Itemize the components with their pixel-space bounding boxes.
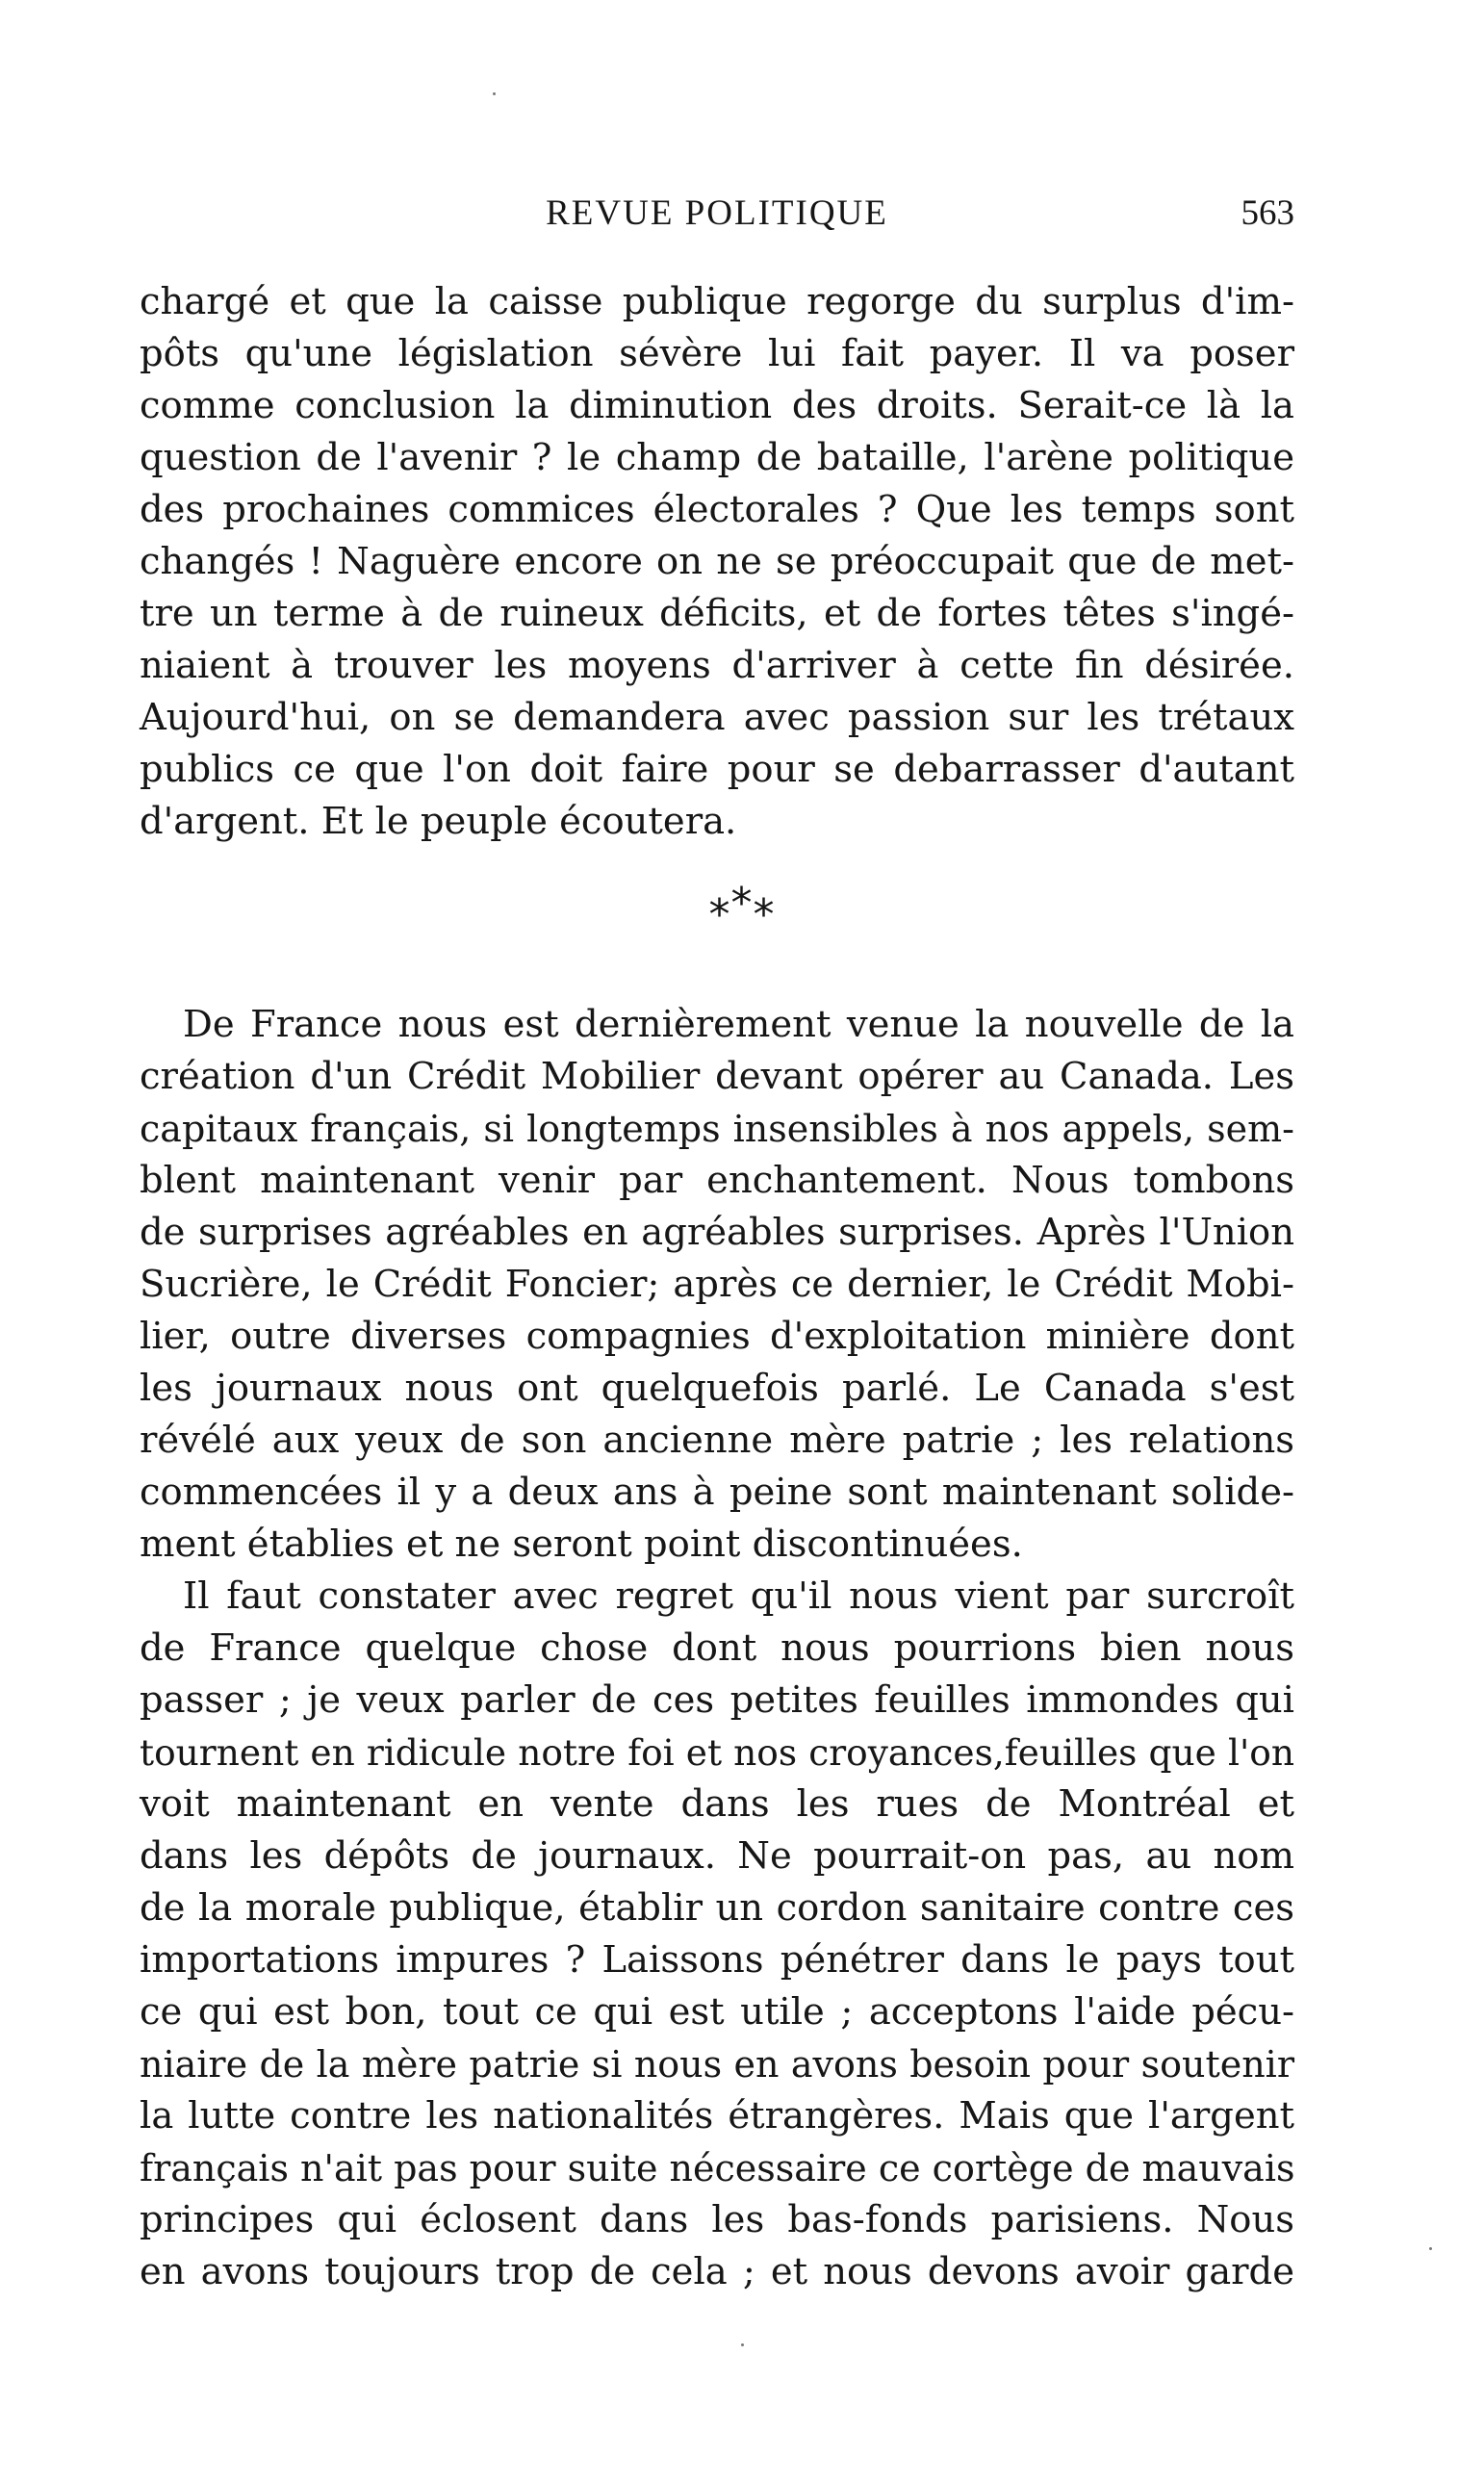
text-line: dans les dépôts de journaux. Ne pourrait-on pas, au nom	[140, 1834, 1294, 1878]
text-line: ce qui est bon, tout ce qui est utile ; acceptons l'aide pécu-	[140, 1990, 1294, 2034]
scan-speck	[493, 92, 496, 95]
text-line: lier, outre diverses compagnies d'exploitation minière dont	[140, 1315, 1294, 1358]
text-line: révélé aux yeux de son ancienne mère patrie ; les relations	[140, 1419, 1294, 1462]
section-separator	[0, 879, 1484, 939]
text-line: des prochaines commices électorales ? Que les temps sont	[140, 488, 1294, 531]
text-line: ment établies et ne seront point discontinuées.	[140, 1523, 1023, 1566]
text-line: de surprises agréables en agréables surprises. Après l'Union	[140, 1211, 1294, 1254]
text-line: les journaux nous ont quelquefois parlé. Le Canada s'est	[140, 1367, 1294, 1410]
text-line: blent maintenant venir par enchantement. Nous tombons	[140, 1159, 1294, 1202]
text-line: niaient à trouver les moyens d'arriver à cette fin désirée.	[140, 644, 1294, 687]
text-line: de la morale publique, établir un cordon sanitaire contre ces	[140, 1886, 1294, 1930]
text-line: Il faut constater avec regret qu'il nous vient par surcroît	[183, 1574, 1294, 1618]
separator-asterisk: *	[730, 879, 754, 928]
text-line: niaire de la mère patrie si nous en avons besoin pour soutenir	[140, 2043, 1294, 2086]
text-line: voit maintenant en vente dans les rues de Montréal et	[140, 1782, 1294, 1826]
separator-asterisk: *	[708, 890, 731, 939]
text-line: chargé et que la caisse publique regorge du surplus d'im-	[140, 280, 1294, 323]
running-title: REVUE POLITIQUE	[546, 193, 888, 233]
scan-speck	[1429, 2247, 1432, 2250]
text-line: publics ce que l'on doit faire pour se debarrasser d'autant	[140, 748, 1294, 791]
text-line: création d'un Crédit Mobilier devant opérer au Canada. Les	[140, 1055, 1294, 1098]
scan-speck	[741, 2343, 744, 2346]
text-line: français n'ait pas pour suite nécessaire ce cortège de mauvais	[140, 2147, 1295, 2189]
text-line: De France nous est dernièrement venue la nouvelle de la	[183, 1003, 1294, 1046]
text-line: commencées il y a deux ans à peine sont maintenant solide-	[140, 1471, 1294, 1514]
text-line: comme conclusion la diminution des droits. Serait-ce là la	[140, 384, 1294, 427]
separator-asterisk: *	[753, 890, 776, 939]
text-line: de France quelque chose dont nous pourrions bien nous	[140, 1626, 1294, 1670]
text-line: tournent en ridicule notre foi et nos croyances,feuilles que l'on	[140, 1731, 1294, 1774]
text-line: tre un terme à de ruineux déficits, et de fortes têtes s'ingé-	[140, 592, 1294, 635]
text-line: en avons toujours trop de cela ; et nous devons avoir garde	[140, 2250, 1294, 2293]
running-head	[140, 192, 1294, 241]
text-line: capitaux français, si longtemps insensibles à nos appels, sem-	[140, 1108, 1294, 1150]
text-line: importations impures ? Laissons pénétrer dans le pays tout	[140, 1938, 1294, 1982]
text-line: passer ; je veux parler de ces petites feuilles immondes qui	[140, 1678, 1294, 1722]
text-line: principes qui éclosent dans les bas-fonds parisiens. Nous	[140, 2198, 1294, 2241]
text-line: Sucrière, le Crédit Foncier; après ce dernier, le Crédit Mobi-	[140, 1263, 1294, 1306]
text-line: la lutte contre les nationalités étrangères. Mais que l'argent	[140, 2094, 1294, 2137]
text-line: question de l'avenir ? le champ de bataille, l'arène politique	[140, 436, 1294, 479]
text-line: Aujourd'hui, on se demandera avec passion sur les trétaux	[140, 696, 1294, 739]
page-number: 563	[1241, 193, 1294, 233]
text-line: changés ! Naguère encore on ne se préoccupait que de met-	[140, 540, 1294, 583]
text-line: d'argent. Et le peuple écoutera.	[140, 800, 737, 843]
text-line: pôts qu'une législation sévère lui fait payer. Il va poser	[140, 332, 1294, 375]
